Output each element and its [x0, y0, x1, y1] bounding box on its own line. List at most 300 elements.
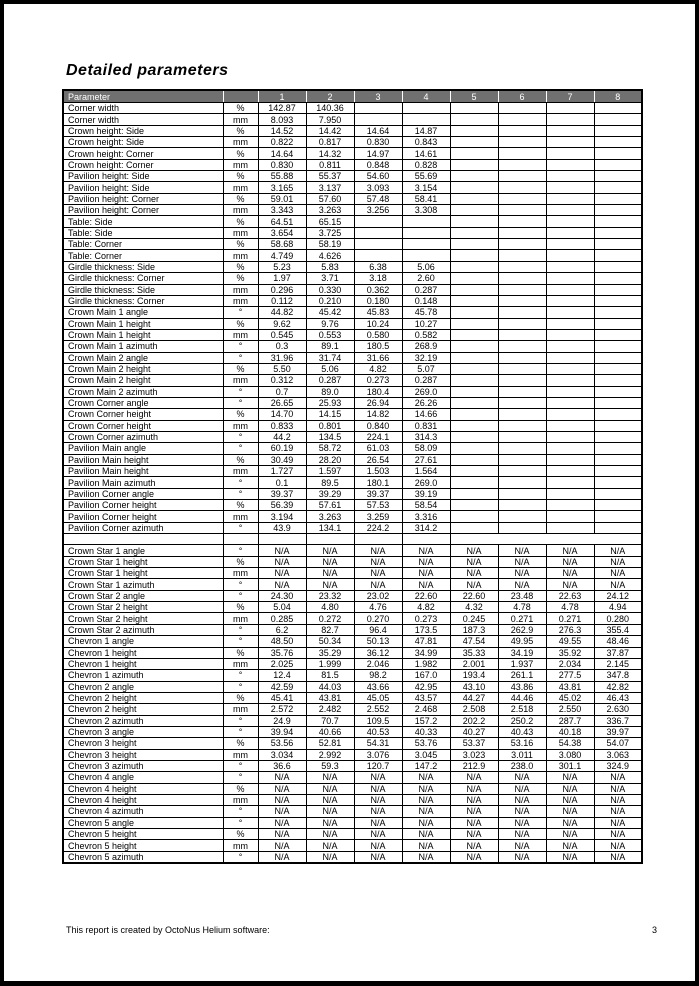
- param-name-cell: Table: Corner: [63, 250, 223, 261]
- value-cell: N/A: [450, 829, 498, 840]
- value-cell: [450, 148, 498, 159]
- value-cell: 1.937: [498, 658, 546, 669]
- param-name-cell: Chevron 1 height: [63, 647, 223, 658]
- value-cell: [450, 171, 498, 182]
- table-row: [63, 817, 642, 828]
- value-cell: [450, 284, 498, 295]
- value-cell: 14.64: [258, 148, 306, 159]
- header-col-5: 5: [450, 90, 498, 103]
- value-cell: [594, 420, 642, 431]
- value-cell: 40.43: [498, 726, 546, 737]
- value-cell: 50.13: [354, 636, 402, 647]
- value-cell: 1.982: [402, 658, 450, 669]
- value-cell: N/A: [402, 817, 450, 828]
- value-cell: 48.50: [258, 636, 306, 647]
- value-cell: 22.60: [450, 590, 498, 601]
- value-cell: [594, 352, 642, 363]
- spacer-cell: [594, 534, 642, 545]
- value-cell: 4.94: [594, 602, 642, 613]
- value-cell: 250.2: [498, 715, 546, 726]
- value-cell: N/A: [354, 806, 402, 817]
- value-cell: [450, 227, 498, 238]
- table-row: [63, 148, 642, 159]
- value-cell: [594, 454, 642, 465]
- value-cell: N/A: [594, 783, 642, 794]
- unit-cell: %: [223, 171, 258, 182]
- value-cell: 180.5: [354, 341, 402, 352]
- param-name-cell: Crown Main 2 height: [63, 375, 223, 386]
- value-cell: 2.552: [354, 704, 402, 715]
- value-cell: 5.06: [402, 261, 450, 272]
- value-cell: N/A: [258, 806, 306, 817]
- table-row: [63, 193, 642, 204]
- param-name-cell: Chevron 3 azimuth: [63, 760, 223, 771]
- param-name-cell: Chevron 1 angle: [63, 636, 223, 647]
- page-number: 3: [652, 925, 658, 935]
- value-cell: [354, 114, 402, 125]
- value-cell: 22.63: [546, 590, 594, 601]
- value-cell: [594, 500, 642, 511]
- value-cell: [546, 159, 594, 170]
- value-cell: N/A: [258, 556, 306, 567]
- value-cell: N/A: [306, 579, 354, 590]
- param-name-cell: Chevron 5 angle: [63, 817, 223, 828]
- value-cell: 0.822: [258, 137, 306, 148]
- unit-cell: °: [223, 851, 258, 863]
- value-cell: [450, 159, 498, 170]
- value-cell: [594, 341, 642, 352]
- value-cell: 58.54: [402, 500, 450, 511]
- spacer-row: [63, 534, 642, 545]
- value-cell: [402, 114, 450, 125]
- param-name-cell: Crown Star 2 azimuth: [63, 624, 223, 635]
- unit-cell: mm: [223, 794, 258, 805]
- value-cell: 0.285: [258, 613, 306, 624]
- table-row: [63, 829, 642, 840]
- value-cell: 0.287: [402, 375, 450, 386]
- value-cell: [498, 397, 546, 408]
- spacer-cell: [354, 534, 402, 545]
- value-cell: N/A: [594, 545, 642, 556]
- value-cell: 82.7: [306, 624, 354, 635]
- value-cell: 60.19: [258, 443, 306, 454]
- value-cell: N/A: [594, 829, 642, 840]
- value-cell: 0.362: [354, 284, 402, 295]
- value-cell: 61.03: [354, 443, 402, 454]
- value-cell: [594, 443, 642, 454]
- param-name-cell: Chevron 1 height: [63, 658, 223, 669]
- value-cell: 4.80: [306, 602, 354, 613]
- value-cell: [450, 488, 498, 499]
- value-cell: 58.68: [258, 239, 306, 250]
- value-cell: 24.9: [258, 715, 306, 726]
- unit-cell: mm: [223, 375, 258, 386]
- value-cell: 35.29: [306, 647, 354, 658]
- table-row: [63, 579, 642, 590]
- param-name-cell: Chevron 3 angle: [63, 726, 223, 737]
- unit-cell: %: [223, 363, 258, 374]
- value-cell: 4.626: [306, 250, 354, 261]
- spacer-cell: [498, 534, 546, 545]
- value-cell: [546, 261, 594, 272]
- value-cell: [498, 488, 546, 499]
- value-cell: 58.19: [306, 239, 354, 250]
- unit-cell: mm: [223, 613, 258, 624]
- value-cell: [546, 409, 594, 420]
- value-cell: 27.61: [402, 454, 450, 465]
- unit-cell: %: [223, 216, 258, 227]
- value-cell: 0.848: [354, 159, 402, 170]
- value-cell: 268.9: [402, 341, 450, 352]
- value-cell: 53.16: [498, 738, 546, 749]
- param-name-cell: Girdle thickness: Side: [63, 284, 223, 295]
- table-row: [63, 137, 642, 148]
- unit-cell: °: [223, 443, 258, 454]
- spacer-cell: [306, 534, 354, 545]
- value-cell: 44.46: [498, 692, 546, 703]
- param-name-cell: Crown Star 1 azimuth: [63, 579, 223, 590]
- value-cell: 109.5: [354, 715, 402, 726]
- table-row: [63, 250, 642, 261]
- param-name-cell: Crown Main 1 height: [63, 329, 223, 340]
- spacer-cell: [402, 534, 450, 545]
- value-cell: 39.29: [306, 488, 354, 499]
- header-parameter: Parameter: [63, 90, 223, 103]
- param-name-cell: Pavilion Main azimuth: [63, 477, 223, 488]
- value-cell: [498, 171, 546, 182]
- value-cell: 336.7: [594, 715, 642, 726]
- value-cell: 39.37: [354, 488, 402, 499]
- value-cell: [450, 182, 498, 193]
- value-cell: 24.30: [258, 590, 306, 601]
- value-cell: 40.66: [306, 726, 354, 737]
- value-cell: N/A: [354, 829, 402, 840]
- table-row: [63, 624, 642, 635]
- table-row: [63, 511, 642, 522]
- value-cell: [354, 239, 402, 250]
- value-cell: N/A: [498, 806, 546, 817]
- value-cell: 2.550: [546, 704, 594, 715]
- param-name-cell: Chevron 2 height: [63, 692, 223, 703]
- value-cell: N/A: [450, 794, 498, 805]
- table-row: [63, 409, 642, 420]
- value-cell: 25.93: [306, 397, 354, 408]
- value-cell: 0.843: [402, 137, 450, 148]
- value-cell: [498, 103, 546, 114]
- param-name-cell: Pavilion height: Corner: [63, 193, 223, 204]
- header-unit: [223, 90, 258, 103]
- value-cell: [498, 227, 546, 238]
- param-name-cell: Crown Corner height: [63, 420, 223, 431]
- value-cell: N/A: [546, 806, 594, 817]
- value-cell: 1.564: [402, 466, 450, 477]
- value-cell: 43.86: [498, 681, 546, 692]
- value-cell: [546, 466, 594, 477]
- value-cell: [546, 295, 594, 306]
- value-cell: 261.1: [498, 670, 546, 681]
- value-cell: [450, 295, 498, 306]
- value-cell: [594, 193, 642, 204]
- value-cell: 2.630: [594, 704, 642, 715]
- value-cell: 7.950: [306, 114, 354, 125]
- value-cell: N/A: [546, 829, 594, 840]
- unit-cell: mm: [223, 295, 258, 306]
- value-cell: 35.76: [258, 647, 306, 658]
- param-name-cell: Crown Corner azimuth: [63, 431, 223, 442]
- value-cell: 44.82: [258, 307, 306, 318]
- value-cell: 6.2: [258, 624, 306, 635]
- header-col-8: 8: [594, 90, 642, 103]
- value-cell: 43.66: [354, 681, 402, 692]
- value-cell: [546, 125, 594, 136]
- table-row: [63, 726, 642, 737]
- value-cell: [498, 250, 546, 261]
- table-row: [63, 205, 642, 216]
- unit-cell: %: [223, 454, 258, 465]
- value-cell: N/A: [258, 794, 306, 805]
- value-cell: [450, 522, 498, 533]
- value-cell: 4.82: [354, 363, 402, 374]
- value-cell: [594, 511, 642, 522]
- value-cell: 23.48: [498, 590, 546, 601]
- table-row: [63, 397, 642, 408]
- param-name-cell: Chevron 3 height: [63, 738, 223, 749]
- param-name-cell: Chevron 4 height: [63, 783, 223, 794]
- value-cell: 5.06: [306, 363, 354, 374]
- value-cell: [450, 397, 498, 408]
- value-cell: [594, 239, 642, 250]
- value-cell: [498, 307, 546, 318]
- value-cell: 3.165: [258, 182, 306, 193]
- table-row: [63, 454, 642, 465]
- unit-cell: °: [223, 681, 258, 692]
- header-col-7: 7: [546, 90, 594, 103]
- table-row: [63, 738, 642, 749]
- table-row: [63, 715, 642, 726]
- value-cell: N/A: [546, 840, 594, 851]
- unit-cell: °: [223, 715, 258, 726]
- value-cell: 8.093: [258, 114, 306, 125]
- value-cell: [546, 500, 594, 511]
- value-cell: 44.2: [258, 431, 306, 442]
- footer-note: This report is created by OctoNus Helium software:: [66, 925, 270, 935]
- value-cell: 53.56: [258, 738, 306, 749]
- value-cell: 53.76: [402, 738, 450, 749]
- value-cell: 3.011: [498, 749, 546, 760]
- value-cell: 0.210: [306, 295, 354, 306]
- table-row: [63, 556, 642, 567]
- value-cell: N/A: [594, 556, 642, 567]
- value-cell: 0.840: [354, 420, 402, 431]
- table-row: [63, 431, 642, 442]
- value-cell: 39.94: [258, 726, 306, 737]
- value-cell: [594, 250, 642, 261]
- value-cell: N/A: [450, 851, 498, 863]
- value-cell: N/A: [258, 568, 306, 579]
- unit-cell: %: [223, 125, 258, 136]
- value-cell: 14.32: [306, 148, 354, 159]
- value-cell: 0.801: [306, 420, 354, 431]
- value-cell: 276.3: [546, 624, 594, 635]
- value-cell: [450, 205, 498, 216]
- value-cell: 0.245: [450, 613, 498, 624]
- value-cell: N/A: [402, 829, 450, 840]
- spacer-cell: [223, 534, 258, 545]
- value-cell: 44.03: [306, 681, 354, 692]
- value-cell: [498, 522, 546, 533]
- value-cell: [450, 466, 498, 477]
- value-cell: 56.39: [258, 500, 306, 511]
- value-cell: 37.87: [594, 647, 642, 658]
- table-row: [63, 760, 642, 771]
- value-cell: 0.180: [354, 295, 402, 306]
- value-cell: [498, 500, 546, 511]
- param-name-cell: Pavilion Corner angle: [63, 488, 223, 499]
- value-cell: [498, 431, 546, 442]
- value-cell: 23.02: [354, 590, 402, 601]
- header-col-3: 3: [354, 90, 402, 103]
- value-cell: 57.61: [306, 500, 354, 511]
- value-cell: 0.272: [306, 613, 354, 624]
- unit-cell: %: [223, 409, 258, 420]
- value-cell: 2.046: [354, 658, 402, 669]
- param-name-cell: Crown Main 1 height: [63, 318, 223, 329]
- value-cell: N/A: [306, 840, 354, 851]
- value-cell: 1.97: [258, 273, 306, 284]
- value-cell: 3.71: [306, 273, 354, 284]
- value-cell: [498, 284, 546, 295]
- value-cell: N/A: [258, 579, 306, 590]
- value-cell: 36.12: [354, 647, 402, 658]
- value-cell: 53.37: [450, 738, 498, 749]
- value-cell: 193.4: [450, 670, 498, 681]
- value-cell: [594, 522, 642, 533]
- value-cell: [450, 420, 498, 431]
- unit-cell: mm: [223, 511, 258, 522]
- value-cell: 224.2: [354, 522, 402, 533]
- unit-cell: °: [223, 307, 258, 318]
- value-cell: 55.88: [258, 171, 306, 182]
- value-cell: N/A: [354, 579, 402, 590]
- value-cell: [594, 409, 642, 420]
- value-cell: 45.78: [402, 307, 450, 318]
- value-cell: [450, 125, 498, 136]
- value-cell: N/A: [258, 851, 306, 863]
- param-name-cell: Pavilion Main height: [63, 466, 223, 477]
- param-name-cell: Crown Main 1 angle: [63, 307, 223, 318]
- value-cell: 0.273: [354, 375, 402, 386]
- value-cell: 43.9: [258, 522, 306, 533]
- value-cell: [546, 341, 594, 352]
- value-cell: [498, 329, 546, 340]
- param-name-cell: Corner width: [63, 114, 223, 125]
- value-cell: [450, 216, 498, 227]
- unit-cell: mm: [223, 840, 258, 851]
- value-cell: N/A: [546, 579, 594, 590]
- value-cell: 0.830: [258, 159, 306, 170]
- value-cell: N/A: [354, 772, 402, 783]
- unit-cell: °: [223, 590, 258, 601]
- unit-cell: °: [223, 760, 258, 771]
- value-cell: [450, 477, 498, 488]
- value-cell: 14.70: [258, 409, 306, 420]
- value-cell: 39.19: [402, 488, 450, 499]
- value-cell: 42.95: [402, 681, 450, 692]
- value-cell: 173.5: [402, 624, 450, 635]
- value-cell: 39.37: [258, 488, 306, 499]
- value-cell: 147.2: [402, 760, 450, 771]
- value-cell: 89.1: [306, 341, 354, 352]
- param-name-cell: Crown height: Side: [63, 125, 223, 136]
- value-cell: [546, 329, 594, 340]
- value-cell: 44.27: [450, 692, 498, 703]
- value-cell: 3.093: [354, 182, 402, 193]
- value-cell: 301.1: [546, 760, 594, 771]
- value-cell: 120.7: [354, 760, 402, 771]
- value-cell: 269.0: [402, 386, 450, 397]
- value-cell: 40.27: [450, 726, 498, 737]
- value-cell: [546, 273, 594, 284]
- value-cell: [594, 227, 642, 238]
- value-cell: 43.10: [450, 681, 498, 692]
- value-cell: 2.572: [258, 704, 306, 715]
- unit-cell: %: [223, 692, 258, 703]
- value-cell: 43.57: [402, 692, 450, 703]
- header-col-6: 6: [498, 90, 546, 103]
- value-cell: [450, 454, 498, 465]
- value-cell: 36.6: [258, 760, 306, 771]
- value-cell: N/A: [402, 556, 450, 567]
- value-cell: 14.66: [402, 409, 450, 420]
- value-cell: 0.312: [258, 375, 306, 386]
- value-cell: 3.080: [546, 749, 594, 760]
- value-cell: [498, 409, 546, 420]
- value-cell: 3.023: [450, 749, 498, 760]
- value-cell: 40.18: [546, 726, 594, 737]
- value-cell: 35.33: [450, 647, 498, 658]
- value-cell: N/A: [450, 840, 498, 851]
- table-row: [63, 375, 642, 386]
- unit-cell: %: [223, 148, 258, 159]
- value-cell: [498, 261, 546, 272]
- value-cell: [450, 511, 498, 522]
- value-cell: 2.482: [306, 704, 354, 715]
- value-cell: [450, 318, 498, 329]
- value-cell: 324.9: [594, 760, 642, 771]
- value-cell: 58.72: [306, 443, 354, 454]
- value-cell: 57.48: [354, 193, 402, 204]
- table-row: [63, 227, 642, 238]
- value-cell: 89.5: [306, 477, 354, 488]
- value-cell: 32.19: [402, 352, 450, 363]
- param-name-cell: Table: Corner: [63, 239, 223, 250]
- value-cell: 31.96: [258, 352, 306, 363]
- value-cell: N/A: [594, 851, 642, 863]
- value-cell: [354, 216, 402, 227]
- value-cell: 0.545: [258, 329, 306, 340]
- value-cell: N/A: [594, 817, 642, 828]
- value-cell: 47.81: [402, 636, 450, 647]
- value-cell: 14.61: [402, 148, 450, 159]
- param-name-cell: Chevron 4 height: [63, 794, 223, 805]
- unit-cell: mm: [223, 250, 258, 261]
- value-cell: [354, 250, 402, 261]
- unit-cell: %: [223, 647, 258, 658]
- value-cell: 3.259: [354, 511, 402, 522]
- value-cell: [594, 148, 642, 159]
- param-name-cell: Crown Star 2 angle: [63, 590, 223, 601]
- table-row: [63, 352, 642, 363]
